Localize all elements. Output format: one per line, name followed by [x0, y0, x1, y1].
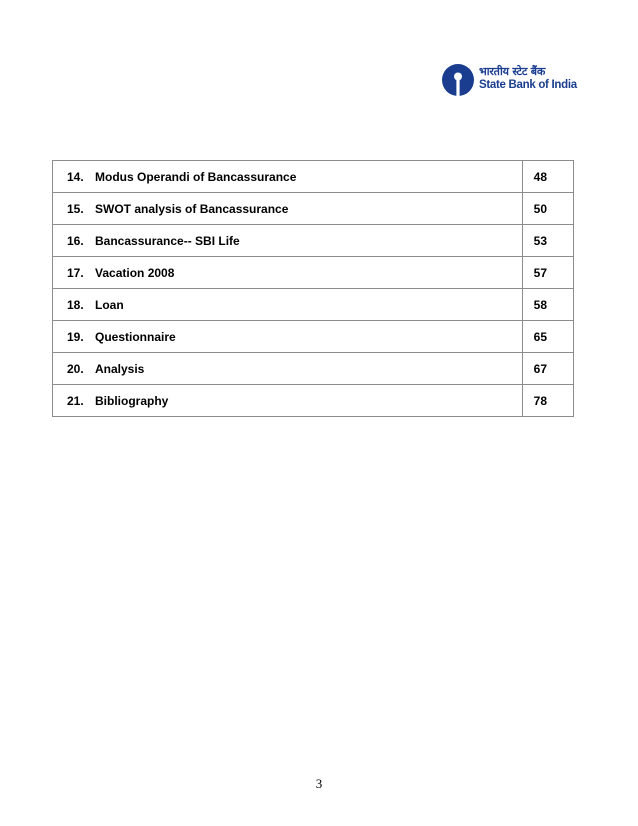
- toc-entry-title: Vacation 2008: [95, 265, 175, 280]
- toc-entry-number: 20.: [67, 361, 84, 376]
- page-number: 3: [315, 776, 323, 791]
- toc-row: [53, 257, 574, 289]
- toc-entry-number: 17.: [67, 265, 84, 280]
- toc-entry: [53, 193, 523, 225]
- toc-entry-title: Bibliography: [95, 393, 169, 408]
- toc-entry-title: Loan: [95, 297, 124, 312]
- toc-entry: [53, 385, 523, 417]
- toc-entry-title: Bancassurance-- SBI Life: [95, 233, 240, 248]
- toc-entry-number: 14.: [67, 169, 84, 184]
- toc-row: [53, 385, 574, 417]
- toc-row: [53, 193, 574, 225]
- toc-page-number: 48: [523, 161, 574, 193]
- toc-entry-number: 15.: [67, 201, 84, 216]
- toc-entry-title: Analysis: [95, 361, 145, 376]
- toc-row: [53, 225, 574, 257]
- toc-entry-number: 18.: [67, 297, 84, 312]
- toc-entry: [53, 225, 523, 257]
- toc-page-number: 50: [523, 193, 574, 225]
- toc-entry-title: SWOT analysis of Bancassurance: [95, 201, 289, 216]
- toc-entry: [53, 321, 523, 353]
- toc-entry-title: Questionnaire: [95, 329, 176, 344]
- toc-entry-number: 16.: [67, 233, 84, 248]
- toc-entry: [53, 257, 523, 289]
- toc-row: [53, 161, 574, 193]
- toc-page-number: 58: [523, 289, 574, 321]
- toc-page-number: 65: [523, 321, 574, 353]
- toc-page-number: 78: [523, 385, 574, 417]
- sbi-keyhole-icon: [441, 63, 475, 97]
- toc-row: [53, 289, 574, 321]
- toc-entry: [53, 289, 523, 321]
- toc-row: [53, 353, 574, 385]
- toc-entry: [53, 161, 523, 193]
- toc-entry-number: 21.: [67, 393, 84, 408]
- logo-english-text: State Bank of India: [479, 79, 577, 91]
- table-of-contents: [52, 160, 574, 417]
- toc-page-number: 67: [523, 353, 574, 385]
- logo-hindi-text: भारतीय स्टेट बैंक: [479, 65, 546, 78]
- toc-page-number: 57: [523, 257, 574, 289]
- toc-row: [53, 321, 574, 353]
- toc-entry: [53, 353, 523, 385]
- sbi-logo: [441, 62, 577, 100]
- toc-entry-title: Modus Operandi of Bancassurance: [95, 169, 297, 184]
- toc-page-number: 53: [523, 225, 574, 257]
- toc-entry-number: 19.: [67, 329, 84, 344]
